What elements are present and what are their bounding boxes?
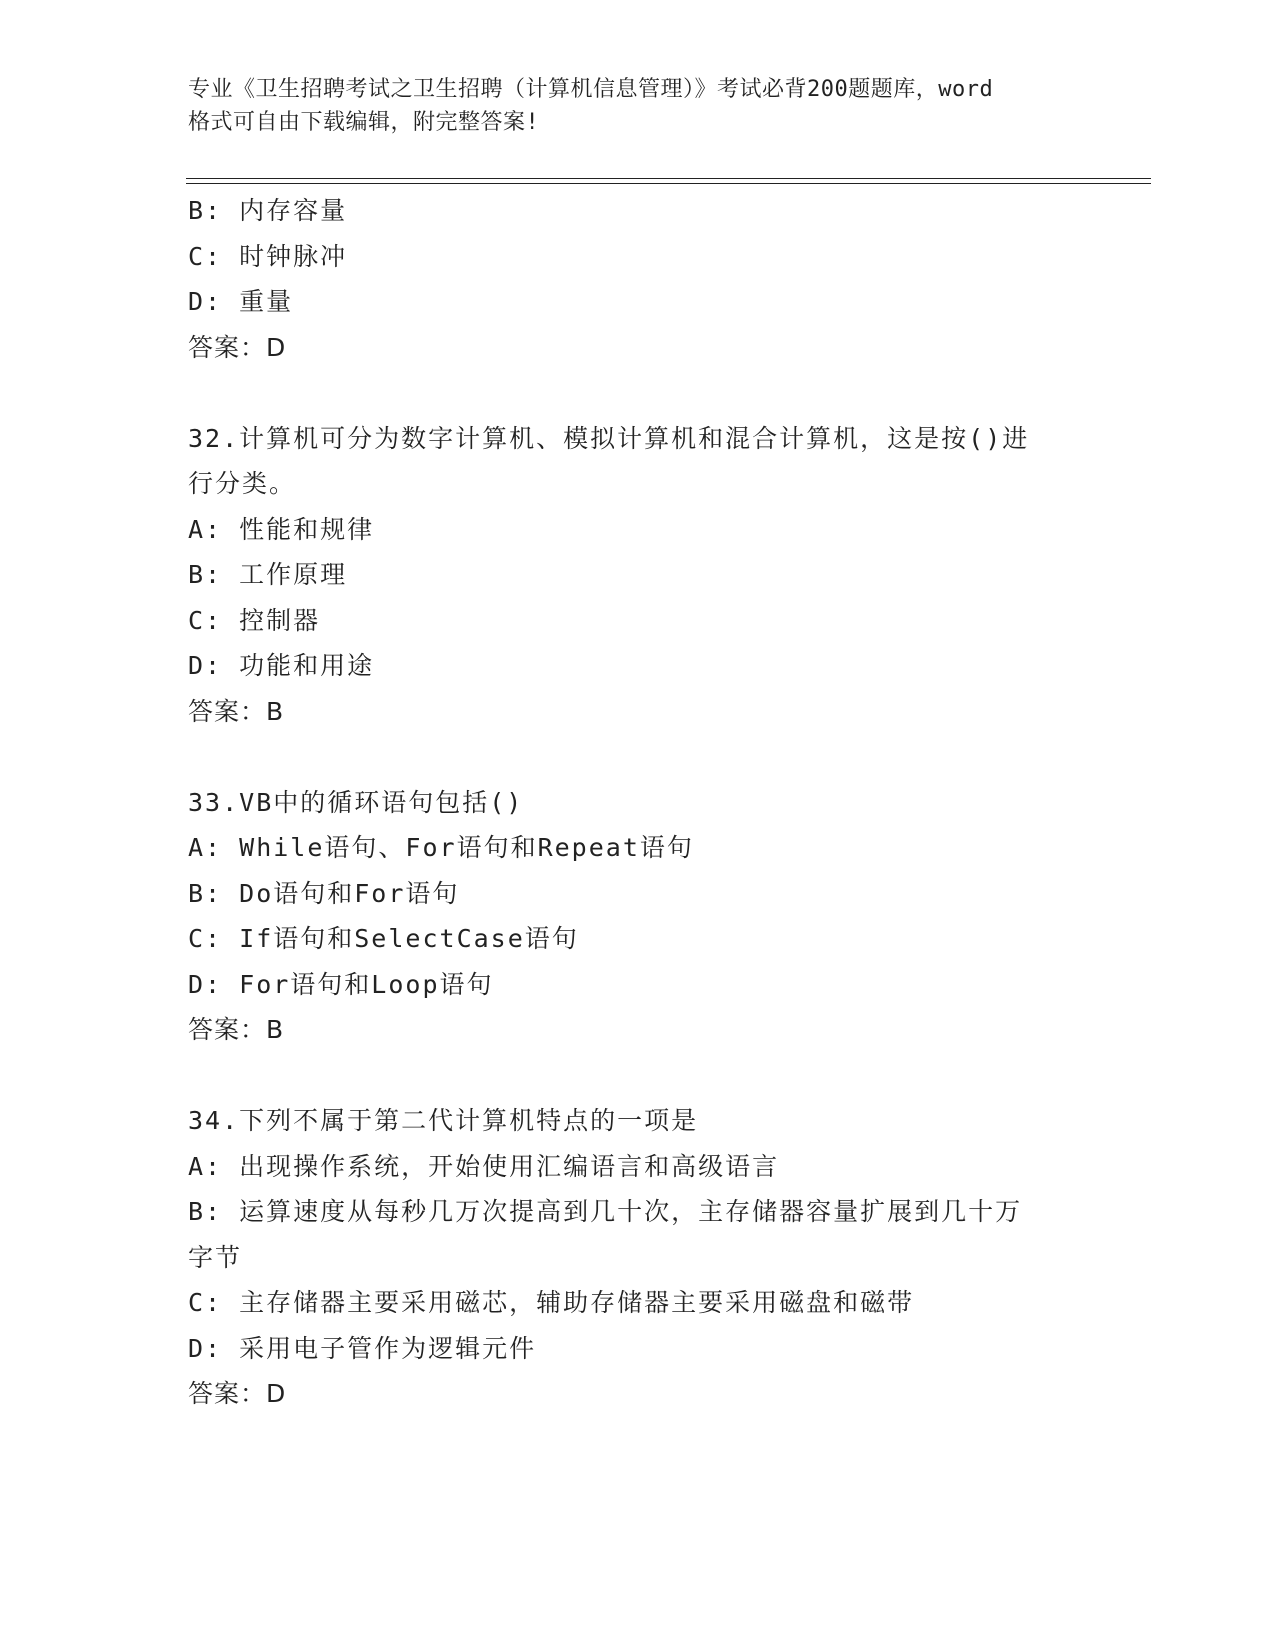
option-c: C: 主存储器主要采用磁芯，辅助存储器主要采用磁盘和磁带 <box>188 1288 915 1317</box>
header-line-2: 格式可自由下载编辑，附完整答案! <box>188 110 540 135</box>
option-d: D: 功能和用途 <box>188 651 375 680</box>
question-33 <box>188 780 1088 1053</box>
option-d: D: 重量 <box>188 287 294 316</box>
option-a: A: 出现操作系统，开始使用汇编语言和高级语言 <box>188 1151 780 1181</box>
option-c: C: 时钟脉冲 <box>188 241 348 271</box>
option-b-continued: 字节 <box>188 1242 243 1272</box>
header-divider-top <box>186 178 1151 179</box>
question-34 <box>188 1098 1088 1417</box>
answer-line: 答案：D <box>188 332 287 362</box>
question-stem: 32.计算机可分为数字计算机、模拟计算机和混合计算机，这是按()进 <box>188 423 1030 453</box>
option-b: B: 工作原理 <box>188 560 348 589</box>
option-b: B: 运算速度从每秒几万次提高到几十次，主存储器容量扩展到几十万 <box>188 1197 1023 1226</box>
answer-line: 答案：B <box>188 696 285 726</box>
question-spacer <box>188 734 1088 780</box>
question-31-continuation <box>188 188 1088 370</box>
question-32 <box>188 416 1088 735</box>
option-c: C: If语句和SelectCase语句 <box>188 924 579 953</box>
answer-line: 答案：B <box>188 1015 285 1044</box>
header-divider-bottom <box>186 183 1151 184</box>
question-spacer <box>188 370 1088 416</box>
question-stem: 34.下列不属于第二代计算机特点的一项是 <box>188 1106 699 1135</box>
answer-line: 答案：D <box>188 1379 287 1408</box>
header-line-1: 专业《卫生招聘考试之卫生招聘（计算机信息管理）》考试必背200题题库，word <box>188 77 994 102</box>
option-d: D: For语句和Loop语句 <box>188 969 494 999</box>
document-header <box>188 73 1088 139</box>
question-spacer <box>188 1053 1088 1099</box>
question-list <box>188 188 1088 1417</box>
option-c: C: 控制器 <box>188 605 321 635</box>
option-b: B: 内存容量 <box>188 196 348 225</box>
option-b: B: Do语句和For语句 <box>188 878 460 908</box>
question-stem: 33.VB中的循环语句包括() <box>188 787 524 817</box>
option-a: A: 性能和规律 <box>188 514 375 544</box>
option-d: D: 采用电子管作为逻辑元件 <box>188 1333 537 1363</box>
option-a: A: While语句、For语句和Repeat语句 <box>188 833 694 862</box>
question-stem-continued: 行分类。 <box>188 469 297 498</box>
